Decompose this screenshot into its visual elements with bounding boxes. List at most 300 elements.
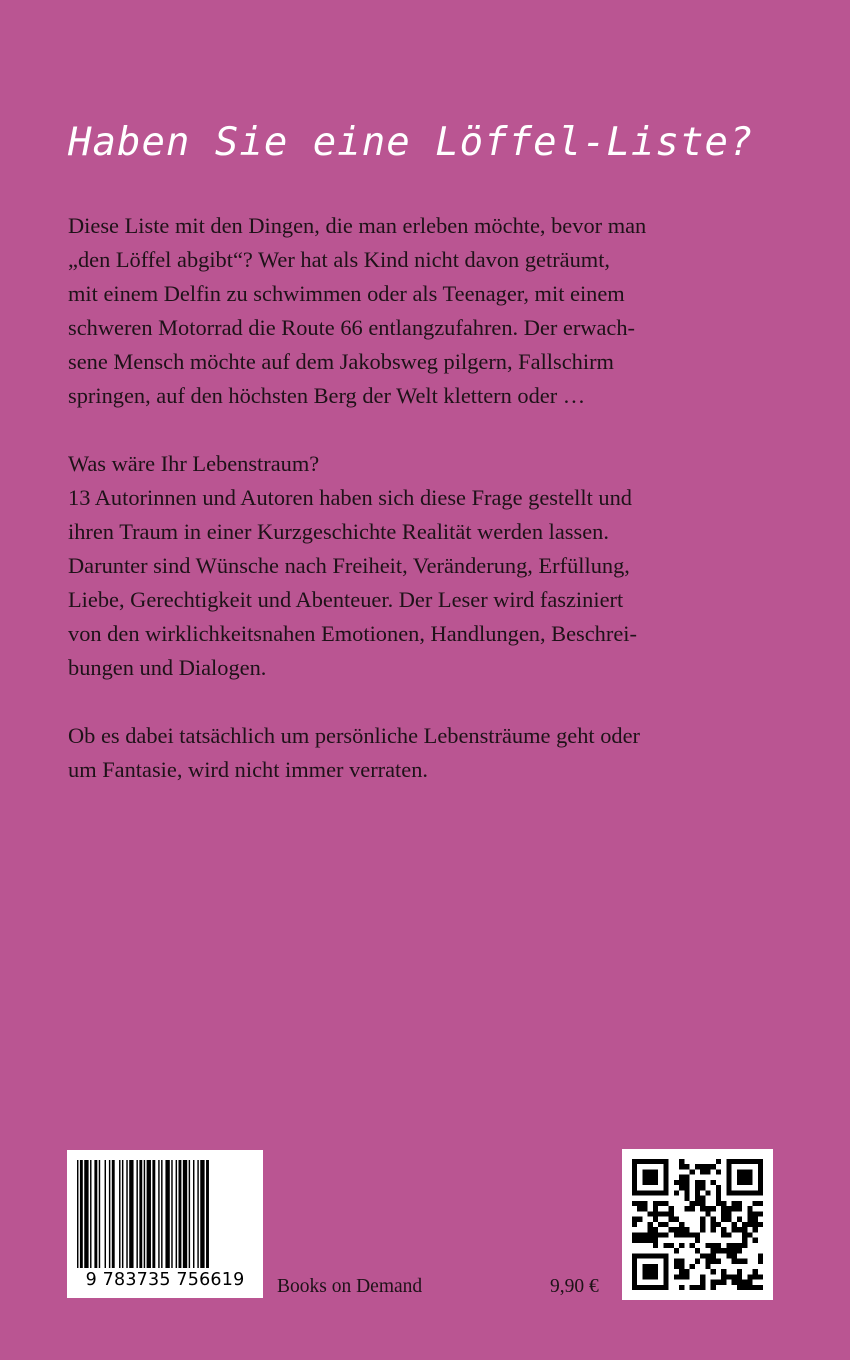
qr-module xyxy=(653,1206,658,1211)
qr-module xyxy=(684,1274,689,1279)
qr-module xyxy=(705,1264,710,1269)
qr-module xyxy=(684,1190,689,1195)
qr-module xyxy=(653,1227,658,1232)
qr-module xyxy=(663,1211,668,1216)
qr-module xyxy=(732,1227,737,1232)
qr-module xyxy=(653,1264,658,1269)
qr-module xyxy=(705,1211,710,1216)
qr-module xyxy=(684,1232,689,1237)
qr-module xyxy=(679,1222,684,1227)
qr-module xyxy=(721,1227,726,1232)
qr-module xyxy=(737,1248,742,1253)
qr-module xyxy=(726,1159,731,1164)
qr-module xyxy=(663,1164,668,1169)
text-line: bungen und Dialogen. xyxy=(68,655,267,680)
barcode-bar xyxy=(119,1160,120,1268)
isbn-barcode xyxy=(67,1150,263,1298)
qr-module xyxy=(753,1227,758,1232)
qr-module xyxy=(721,1274,726,1279)
text-line: Darunter sind Wünsche nach Freiheit, Veränderung, Erfüllung, xyxy=(68,553,630,578)
qr-module xyxy=(716,1259,721,1264)
qr-module xyxy=(753,1159,758,1164)
qr-module xyxy=(642,1175,647,1180)
qr-module xyxy=(642,1269,647,1274)
qr-module xyxy=(648,1232,653,1237)
qr-module xyxy=(674,1217,679,1222)
qr-module xyxy=(648,1238,653,1243)
qr-module xyxy=(737,1227,742,1232)
qr-module xyxy=(632,1185,637,1190)
text-line: springen, auf den höchsten Berg der Welt klettern oder … xyxy=(68,383,586,408)
qr-module xyxy=(742,1232,747,1237)
qr-module xyxy=(721,1232,726,1237)
qr-module xyxy=(642,1232,647,1237)
qr-module xyxy=(653,1159,658,1164)
qr-module xyxy=(758,1169,763,1174)
barcode-bar xyxy=(80,1160,83,1268)
qr-module xyxy=(721,1211,726,1216)
qr-module xyxy=(716,1185,721,1190)
qr-module xyxy=(653,1253,658,1258)
qr-module xyxy=(674,1180,679,1185)
qr-module xyxy=(700,1196,705,1201)
qr-module xyxy=(632,1175,637,1180)
price-label: 9,90 € xyxy=(550,1276,599,1297)
qr-module xyxy=(637,1238,642,1243)
qr-module xyxy=(747,1274,752,1279)
qr-module xyxy=(642,1201,647,1206)
qr-module xyxy=(648,1222,653,1227)
qr-module xyxy=(674,1264,679,1269)
qr-module xyxy=(695,1232,700,1237)
qr-module xyxy=(632,1238,637,1243)
text-line: „den Löffel abgibt“? Wer hat als Kind nicht davon geträumt, xyxy=(68,247,611,272)
qr-module xyxy=(732,1253,737,1258)
qr-module xyxy=(705,1190,710,1195)
qr-module xyxy=(747,1190,752,1195)
qr-module xyxy=(653,1190,658,1195)
barcode-bar xyxy=(99,1160,100,1268)
qr-module xyxy=(637,1159,642,1164)
qr-module xyxy=(737,1285,742,1290)
qr-module xyxy=(705,1253,710,1258)
qr-module xyxy=(742,1259,747,1264)
barcode-bar xyxy=(179,1160,182,1268)
qr-module xyxy=(684,1180,689,1185)
qr-module xyxy=(737,1206,742,1211)
qr-module xyxy=(658,1201,663,1206)
qr-module xyxy=(674,1274,679,1279)
qr-module xyxy=(663,1190,668,1195)
qr-module xyxy=(716,1280,721,1285)
qr-module xyxy=(732,1159,737,1164)
qr-module xyxy=(742,1222,747,1227)
qr-module xyxy=(747,1280,752,1285)
qr-module xyxy=(711,1243,716,1248)
qr-module xyxy=(726,1164,731,1169)
qr-module xyxy=(737,1259,742,1264)
qr-module xyxy=(716,1169,721,1174)
qr-module xyxy=(695,1185,700,1190)
publisher-name: Books on Demand xyxy=(277,1276,423,1297)
blurb-paragraph-3 xyxy=(68,719,788,787)
qr-module xyxy=(684,1196,689,1201)
qr-module xyxy=(690,1285,695,1290)
qr-module xyxy=(684,1227,689,1232)
qr-module xyxy=(742,1238,747,1243)
qr-module xyxy=(732,1243,737,1248)
qr-module xyxy=(684,1164,689,1169)
qr-module xyxy=(737,1274,742,1279)
qr-module xyxy=(679,1285,684,1290)
text-line: um Fantasie, wird nicht immer verraten. xyxy=(68,757,429,782)
qr-module xyxy=(737,1280,742,1285)
qr-module xyxy=(742,1227,747,1232)
qr-module xyxy=(653,1238,658,1243)
qr-module xyxy=(632,1264,637,1269)
qr-module xyxy=(726,1211,731,1216)
qr-module xyxy=(663,1201,668,1206)
qr-module xyxy=(690,1232,695,1237)
qr-module xyxy=(753,1285,758,1290)
qr-module xyxy=(663,1169,668,1174)
qr-module xyxy=(737,1243,742,1248)
qr-module xyxy=(658,1211,663,1216)
qr-module xyxy=(721,1217,726,1222)
qr-module xyxy=(711,1222,716,1227)
qr-module xyxy=(695,1285,700,1290)
qr-module xyxy=(695,1196,700,1201)
qr-module xyxy=(747,1159,752,1164)
qr-module xyxy=(674,1232,679,1237)
qr-module xyxy=(700,1222,705,1227)
barcode-bar xyxy=(200,1160,204,1268)
qr-module xyxy=(700,1253,705,1258)
qr-module xyxy=(653,1243,658,1248)
qr-module xyxy=(747,1285,752,1290)
qr-module xyxy=(642,1206,647,1211)
qr-module xyxy=(700,1227,705,1232)
barcode-bar xyxy=(105,1160,106,1268)
qr-module xyxy=(679,1269,684,1274)
qr-module xyxy=(669,1243,674,1248)
qr-module xyxy=(653,1211,658,1216)
qr-module xyxy=(663,1175,668,1180)
qr-module xyxy=(726,1169,731,1174)
qr-module xyxy=(758,1190,763,1195)
qr-module xyxy=(732,1248,737,1253)
qr-module xyxy=(679,1232,684,1237)
qr-module xyxy=(690,1169,695,1174)
qr-module xyxy=(705,1164,710,1169)
qr-module xyxy=(632,1159,637,1164)
qr-module xyxy=(758,1259,763,1264)
barcode-bar xyxy=(176,1160,177,1268)
qr-module xyxy=(753,1211,758,1216)
qr-module xyxy=(742,1243,747,1248)
qr-module xyxy=(732,1259,737,1264)
qr-module xyxy=(695,1248,700,1253)
qr-module xyxy=(716,1201,721,1206)
qr-module xyxy=(679,1259,684,1264)
qr-module xyxy=(711,1227,716,1232)
qr-module xyxy=(711,1206,716,1211)
qr-module xyxy=(658,1232,663,1237)
qr-module xyxy=(648,1264,653,1269)
qr-module xyxy=(700,1285,705,1290)
qr-module xyxy=(721,1206,726,1211)
qr-module xyxy=(679,1180,684,1185)
qr-module xyxy=(758,1201,763,1206)
text-line: Ob es dabei tatsächlich um persönliche Lebensträume geht oder xyxy=(68,723,640,748)
qr-module xyxy=(684,1206,689,1211)
qr-module xyxy=(753,1217,758,1222)
barcode-bar xyxy=(171,1160,172,1268)
qr-module xyxy=(679,1175,684,1180)
blurb-paragraph-1 xyxy=(68,209,788,413)
qr-module xyxy=(653,1232,658,1237)
qr-module xyxy=(753,1222,758,1227)
qr-module xyxy=(711,1180,716,1185)
qr-module xyxy=(747,1206,752,1211)
qr-module xyxy=(726,1190,731,1195)
qr-module xyxy=(648,1211,653,1216)
text-line: sene Mensch möchte auf dem Jakobsweg pilgern, Fallschirm xyxy=(68,349,614,374)
qr-module xyxy=(716,1248,721,1253)
qr-module xyxy=(732,1190,737,1195)
qr-module xyxy=(653,1169,658,1174)
text-line: Diese Liste mit den Dingen, die man erleben möchte, bevor man xyxy=(68,213,647,238)
qr-module xyxy=(632,1269,637,1274)
qr-module xyxy=(663,1274,668,1279)
qr-module xyxy=(758,1253,763,1258)
qr-module xyxy=(726,1248,731,1253)
qr-code-modules xyxy=(632,1159,763,1290)
qr-module xyxy=(690,1201,695,1206)
qr-code xyxy=(622,1149,773,1300)
qr-module xyxy=(721,1280,726,1285)
qr-module xyxy=(679,1274,684,1279)
qr-module xyxy=(747,1232,752,1237)
qr-module xyxy=(721,1269,726,1274)
qr-module xyxy=(648,1190,653,1195)
qr-module xyxy=(737,1269,742,1274)
qr-module xyxy=(637,1206,642,1211)
qr-module xyxy=(642,1238,647,1243)
qr-module xyxy=(742,1190,747,1195)
barcode-bar xyxy=(152,1160,155,1268)
qr-module xyxy=(642,1190,647,1195)
qr-module xyxy=(653,1285,658,1290)
barcode-bar xyxy=(126,1160,127,1268)
qr-module xyxy=(632,1259,637,1264)
qr-module xyxy=(679,1185,684,1190)
text-line: von den wirklichkeitsnahen Emotionen, Handlungen, Beschrei- xyxy=(68,621,637,646)
qr-module xyxy=(758,1164,763,1169)
qr-module xyxy=(726,1180,731,1185)
qr-module xyxy=(742,1180,747,1185)
barcode-bar xyxy=(90,1160,91,1268)
qr-module xyxy=(674,1227,679,1232)
qr-module xyxy=(726,1253,731,1258)
qr-module xyxy=(737,1180,742,1185)
qr-module xyxy=(642,1274,647,1279)
qr-module xyxy=(726,1243,731,1248)
barcode-bar xyxy=(197,1160,198,1268)
qr-module xyxy=(695,1164,700,1169)
qr-module xyxy=(663,1285,668,1290)
qr-module xyxy=(690,1264,695,1269)
qr-module xyxy=(674,1190,679,1195)
qr-module xyxy=(674,1248,679,1253)
qr-module xyxy=(653,1201,658,1206)
qr-module xyxy=(753,1269,758,1274)
qr-module xyxy=(642,1253,647,1258)
qr-module xyxy=(663,1259,668,1264)
qr-module xyxy=(711,1217,716,1222)
qr-module xyxy=(758,1175,763,1180)
qr-module xyxy=(700,1217,705,1222)
qr-module xyxy=(716,1190,721,1195)
text-line: mit einem Delfin zu schwimmen oder als Teenager, mit einem xyxy=(68,281,625,306)
qr-module xyxy=(658,1190,663,1195)
qr-module xyxy=(679,1159,684,1164)
qr-module xyxy=(663,1159,668,1164)
qr-module xyxy=(679,1164,684,1169)
qr-module xyxy=(669,1227,674,1232)
qr-module xyxy=(716,1196,721,1201)
qr-module xyxy=(726,1175,731,1180)
qr-module xyxy=(737,1217,742,1222)
qr-module xyxy=(653,1180,658,1185)
barcode-bar xyxy=(84,1160,88,1268)
qr-module xyxy=(642,1180,647,1185)
qr-module xyxy=(747,1169,752,1174)
qr-module xyxy=(637,1217,642,1222)
qr-module xyxy=(648,1159,653,1164)
qr-module xyxy=(642,1159,647,1164)
qr-module xyxy=(642,1169,647,1174)
qr-module xyxy=(753,1274,758,1279)
qr-module xyxy=(732,1222,737,1227)
qr-module xyxy=(632,1217,637,1222)
qr-module xyxy=(690,1206,695,1211)
qr-module xyxy=(684,1185,689,1190)
qr-module xyxy=(642,1264,647,1269)
qr-module xyxy=(658,1253,663,1258)
qr-module xyxy=(632,1180,637,1185)
qr-module xyxy=(716,1243,721,1248)
qr-module xyxy=(747,1180,752,1185)
barcode-bars xyxy=(75,1160,255,1268)
qr-module xyxy=(663,1185,668,1190)
blurb-text xyxy=(68,209,788,821)
qr-module xyxy=(753,1238,758,1243)
blurb-paragraph-2 xyxy=(68,447,788,685)
qr-module xyxy=(648,1285,653,1290)
barcode-bar xyxy=(109,1160,110,1268)
qr-module xyxy=(695,1201,700,1206)
qr-module xyxy=(747,1211,752,1216)
qr-module xyxy=(705,1169,710,1174)
barcode-bar xyxy=(193,1160,194,1268)
qr-module xyxy=(679,1227,684,1232)
qr-module xyxy=(658,1159,663,1164)
qr-module xyxy=(753,1190,758,1195)
qr-module xyxy=(700,1180,705,1185)
qr-module xyxy=(700,1280,705,1285)
qr-module xyxy=(663,1253,668,1258)
qr-module xyxy=(700,1185,705,1190)
qr-module xyxy=(758,1211,763,1216)
qr-module xyxy=(669,1206,674,1211)
qr-module xyxy=(758,1185,763,1190)
barcode-bar xyxy=(183,1160,187,1268)
qr-module xyxy=(663,1243,668,1248)
qr-module xyxy=(732,1201,737,1206)
qr-module xyxy=(747,1175,752,1180)
barcode-bar xyxy=(139,1160,142,1268)
qr-module xyxy=(653,1217,658,1222)
text-line: Liebe, Gerechtigkeit und Abenteuer. Der Leser wird fasziniert xyxy=(68,587,624,612)
qr-module xyxy=(758,1180,763,1185)
text-line: ihren Traum in einer Kurzgeschichte Realität werden lassen. xyxy=(68,519,609,544)
qr-module xyxy=(747,1222,752,1227)
qr-module xyxy=(632,1232,637,1237)
qr-module xyxy=(669,1217,674,1222)
qr-module xyxy=(684,1175,689,1180)
qr-module xyxy=(716,1222,721,1227)
qr-module xyxy=(637,1201,642,1206)
qr-module xyxy=(732,1280,737,1285)
qr-module xyxy=(632,1222,637,1227)
qr-module xyxy=(695,1238,700,1243)
barcode-bar xyxy=(122,1160,123,1268)
qr-module xyxy=(637,1232,642,1237)
qr-module xyxy=(653,1269,658,1274)
qr-module xyxy=(721,1248,726,1253)
qr-module xyxy=(648,1169,653,1174)
qr-module xyxy=(737,1159,742,1164)
qr-module xyxy=(658,1285,663,1290)
qr-module xyxy=(742,1285,747,1290)
qr-module xyxy=(632,1274,637,1279)
headline: Haben Sie eine Löffel-Liste? xyxy=(68,120,754,165)
qr-module xyxy=(753,1201,758,1206)
qr-module xyxy=(705,1206,710,1211)
qr-module xyxy=(726,1274,731,1279)
qr-module xyxy=(632,1285,637,1290)
qr-module xyxy=(711,1280,716,1285)
barcode-bar xyxy=(129,1160,133,1268)
qr-module xyxy=(742,1175,747,1180)
text-line: Was wäre Ihr Lebenstraum? xyxy=(68,451,320,476)
qr-module xyxy=(700,1169,705,1174)
qr-module xyxy=(632,1190,637,1195)
text-line: 13 Autorinnen und Autoren haben sich diese Frage gestellt und xyxy=(68,485,633,510)
qr-module xyxy=(721,1201,726,1206)
qr-module xyxy=(632,1280,637,1285)
qr-module xyxy=(648,1253,653,1258)
qr-module xyxy=(648,1175,653,1180)
qr-module xyxy=(758,1274,763,1279)
qr-module xyxy=(648,1274,653,1279)
barcode-bar xyxy=(189,1160,190,1268)
qr-module xyxy=(663,1180,668,1185)
qr-module xyxy=(642,1285,647,1290)
qr-module xyxy=(653,1175,658,1180)
qr-module xyxy=(663,1269,668,1274)
